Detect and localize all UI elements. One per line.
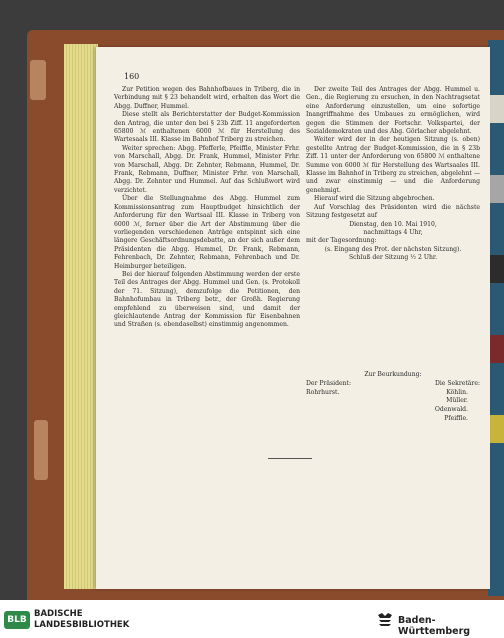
secretary-name: Müller. bbox=[446, 397, 468, 405]
signature-name-row bbox=[306, 389, 480, 398]
library-name-line: LANDESBIBLIOTHEK bbox=[34, 619, 130, 630]
color-strip-segment bbox=[488, 95, 504, 123]
library-name-line: BADISCHE bbox=[34, 609, 83, 619]
cover-wear bbox=[34, 420, 48, 480]
secretary-name: Odenwald. bbox=[434, 406, 468, 414]
secretary-name: Pfeiffle. bbox=[444, 414, 468, 422]
signature-header-row bbox=[306, 380, 480, 389]
paragraph: Hierauf wird die Sitzung abgebrochen. bbox=[314, 195, 435, 203]
secretaries-label: Die Sekretäre: bbox=[434, 379, 480, 387]
color-strip-segment bbox=[488, 175, 504, 203]
color-strip bbox=[488, 40, 504, 596]
paragraph: Weiter sprechen: Abgg. Pfefferle, Pfeiffle, Minister Frhr. von Marschall, Abgg. Dr. Frank, Hummel, Minister Frhr. von Marschall, Abgg. Dr. Zehnter, Rebmann, Hummel, Dr. Frank, Rebmann, Duffner, Minister Frhr. von Marschall, Abgg. Dr. Zehnter und Hummel. Auf das Schlußwort wird verzichtet. bbox=[114, 144, 300, 194]
signature-block bbox=[306, 371, 480, 424]
agenda-label: mit der Tagesordnung: bbox=[306, 237, 377, 245]
president-name: Rohrhurst. bbox=[306, 388, 340, 396]
paragraph: Der zweite Teil des Antrages der Abgg. Hummel u. Gen., die Regierung zu ersuchen, in den Nachtragsetat eine Anforderung einzustellen, um eine sofortige Inangriffnahme des Umbaues zu ermöglichen, wird gegen die Stimmen der Fortschr. Volkspartei, der Sozialdemokraten und des Abg. Görlacher abgelehnt. bbox=[306, 86, 480, 136]
bw-crest-icon[interactable] bbox=[376, 610, 394, 630]
right-column bbox=[306, 86, 480, 263]
president-label: Der Präsident: bbox=[306, 379, 351, 387]
agenda-item: (s. Eingang des Prot. der nächsten Sitzung). bbox=[324, 245, 462, 253]
paragraph: Bei der hierauf folgenden Abstimmung werden der erste Teil des Antrages der Abgg. Hummel und Gen. (s. Protokoll der 71. Sitzung), demzufolge die Petitionen, den Bahnhofumbau in Triberg betr., der Großh. Regierung empfehlend zu überweisen sind, und damit der gleichlautende Antrag der Kommission für Eisenbahnen und Straßen (s. ebendaselbst) einstimmig angenommen. bbox=[114, 270, 300, 329]
paragraph: Weiter wird der in der heutigen Sitzung (s. oben) gestellte Antrag der Budget-Kommission, die in § 23b Ziff. 11 unter der Anforderung von 65800 ℳ enthaltene Summe von 6000 ℳ für Herstellung des Wartsaales III. Klasse im Bahnhof in Triberg zu streichen, abgelehnt — und zwar einstimmig — und die Anforderung genehmigt. bbox=[306, 136, 480, 194]
paragraph: Diese stellt als Berichterstatter der Budget-Kommission den Antrag, die unter den bei § 23b Ziff. 11 angeforderten 65800 ℳ enthaltenen 6000 ℳ für Herstellung des Wartesaals III. Klasse im Bahnhof Triberg zu streichen. bbox=[114, 111, 300, 144]
paragraph: Zur Petition wegen des Bahnhofbaues in Triberg, die in Verbindung mit § 23 behandelt wird, erhalten das Wort die Abgg. Duffner, Hummel. bbox=[114, 86, 300, 110]
blb-logo[interactable]: BLB bbox=[4, 611, 30, 629]
color-strip-segment bbox=[488, 335, 504, 363]
color-strip-segment bbox=[488, 255, 504, 283]
paragraph: Über die Stellungnahme des Abgg. Hummel zum Kommissionsantrag zum Hauptbudget hinsichtlich der Anforderung für den Wartsaal III. Klasse in Triberg von 6000 ℳ, ferner über die Art der Abstimmung über die vorliegenden verschiedenen Anträge entspinnt sich eine längere Geschäftsordnungsdebatte, an der sich außer dem Präsidenten die Abgg. Hummel, Dr. Frank, Rebmann, Fehrenbach, Dr. Zehnter, Rebmann, Fehrenbach und Dr. Heimburger beteiligen. bbox=[114, 195, 300, 270]
next-session-time: nachmittags 4 Uhr, bbox=[363, 228, 423, 236]
session-close: Schluß der Sitzung ½ 2 Uhr. bbox=[348, 254, 438, 262]
page-number: 160 bbox=[124, 72, 140, 81]
color-strip-segment bbox=[488, 415, 504, 443]
library-name[interactable] bbox=[34, 609, 129, 630]
next-session-date: Dienstag, den 10. Mai 1910, bbox=[349, 220, 437, 228]
left-column bbox=[114, 86, 300, 330]
state-name[interactable]: Baden-Württemberg bbox=[398, 615, 471, 637]
certification-heading: Zur Beurkundung: bbox=[364, 371, 422, 378]
page-edges bbox=[64, 44, 98, 589]
secretary-name: Köhlin. bbox=[446, 388, 468, 396]
cover-wear bbox=[30, 60, 46, 100]
paragraph: Auf Vorschlag des Präsidenten wird die nächste Sitzung festgesetzt auf bbox=[306, 203, 480, 220]
section-divider bbox=[268, 458, 312, 459]
